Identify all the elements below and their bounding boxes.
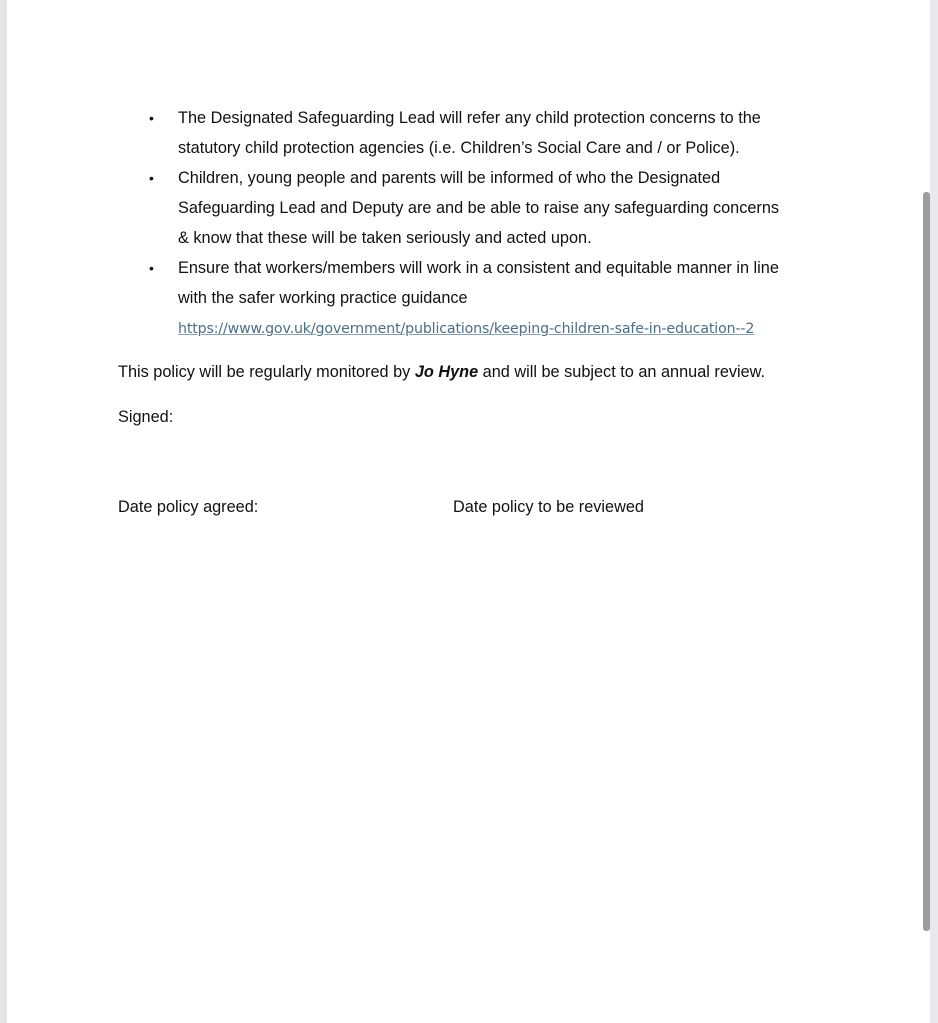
list-item-line: & know that these will be taken seriously and acted upon. bbox=[178, 229, 592, 247]
date-reviewed-label: Date policy to be reviewed bbox=[453, 498, 644, 516]
monitor-name: Jo Hyne bbox=[414, 363, 479, 381]
list-item-line: with the safer working practice guidance bbox=[178, 289, 468, 307]
list-item-line: Ensure that workers/members will work in a consistent and equitable manner in line bbox=[178, 259, 779, 277]
bullet-icon: • bbox=[149, 170, 154, 186]
list-item bbox=[142, 103, 822, 163]
list-item-line: Safeguarding Lead and Deputy are and be able to raise any safeguarding concerns bbox=[178, 199, 780, 217]
document-page bbox=[7, 0, 930, 1023]
monitoring-text-after: and will be subject to an annual review. bbox=[478, 363, 766, 381]
bullet-icon: • bbox=[149, 110, 154, 126]
list-item-line: Children, young people and parents will be informed of who the Designated bbox=[178, 169, 721, 187]
list-item bbox=[142, 253, 822, 344]
list-item-line: statutory child protection agencies (i.e. Children’s Social Care and / or Police). bbox=[178, 139, 740, 157]
signed-label: Signed: bbox=[118, 408, 174, 426]
list-item bbox=[142, 163, 822, 253]
monitoring-paragraph bbox=[118, 362, 765, 382]
bullet-list bbox=[142, 103, 822, 344]
scrollbar-track[interactable] bbox=[930, 0, 938, 1023]
monitoring-text-before: This policy will be regularly monitored by bbox=[118, 363, 415, 381]
left-gutter bbox=[0, 0, 7, 1023]
scrollbar-thumb[interactable] bbox=[923, 192, 930, 931]
bullet-icon: • bbox=[149, 260, 154, 276]
list-item-line: The Designated Safeguarding Lead will refer any child protection concerns to the bbox=[178, 109, 761, 127]
guidance-link[interactable]: https://www.gov.uk/government/publications/keeping-children-safe-in-education--2 bbox=[178, 321, 755, 337]
date-agreed-label: Date policy agreed: bbox=[118, 498, 259, 516]
